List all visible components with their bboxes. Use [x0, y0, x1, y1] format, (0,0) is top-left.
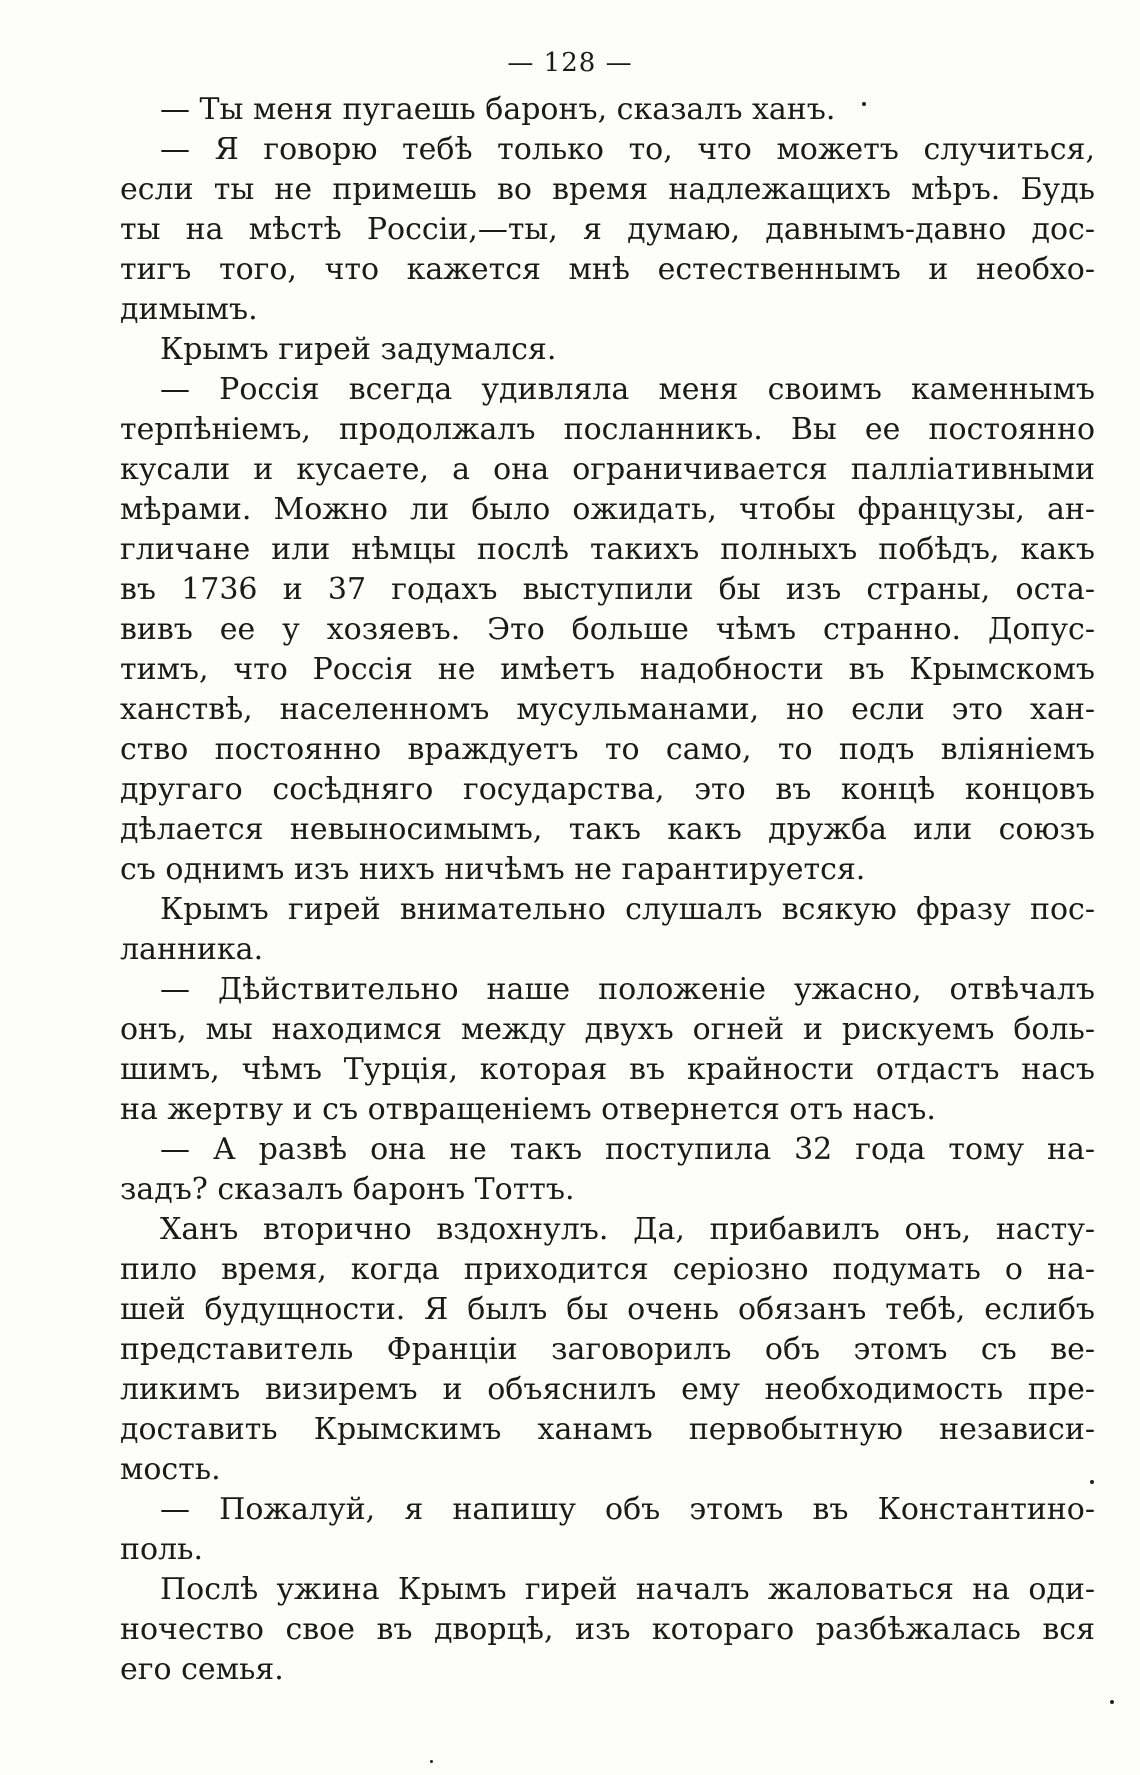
body-text	[120, 90, 1095, 1690]
paragraph	[120, 370, 1095, 890]
paragraph	[120, 1490, 1095, 1570]
text-line: Крымъ гирей задумался.	[160, 332, 557, 367]
text-line: ликимъ визиремъ и объяснилъ ему необходимость пре-	[120, 1372, 1095, 1407]
text-line: — А развѣ она не такъ поступила 32 года тому на-	[160, 1132, 1095, 1167]
paragraph	[120, 130, 1095, 330]
text-line: мѣрами. Можно ли было ожидать, чтобы французы, ан-	[120, 492, 1095, 527]
text-line: вивъ ее у хозяевъ. Это больше чѣмъ странно. Допус-	[120, 612, 1095, 647]
text-line: тигъ того, что кажется мнѣ естественнымъ и необхо-	[120, 252, 1095, 287]
paragraph	[120, 1130, 1095, 1210]
text-line: — Ты меня пугаешь баронъ, сказалъ ханъ.	[160, 92, 836, 127]
text-line: въ 1736 и 37 годахъ выступили бы изъ страны, оста-	[120, 572, 1095, 607]
text-line: терпѣніемъ, продолжалъ посланникъ. Вы ее постоянно	[120, 412, 1095, 447]
paragraph	[120, 1570, 1095, 1690]
paragraph	[120, 1210, 1095, 1490]
text-line: съ однимъ изъ нихъ ничѣмъ не гарантируется.	[120, 852, 866, 887]
text-line: Послѣ ужина Крымъ гирей началъ жаловаться на оди-	[160, 1572, 1095, 1607]
print-speck	[862, 102, 866, 106]
text-line: дѣлается невыносимымъ, такъ какъ дружба или союзъ	[120, 812, 1095, 847]
text-line: доставить Крымскимъ ханамъ первобытную независи-	[120, 1412, 1095, 1447]
print-speck	[1090, 1480, 1094, 1484]
text-line: ланника.	[120, 932, 264, 967]
text-line: — Пожалуй, я напишу объ этомъ въ Константино-	[160, 1492, 1095, 1527]
text-line: ханствѣ, населенномъ мусульманами, но если это хан-	[120, 692, 1095, 727]
page-number: — 128 —	[507, 48, 633, 78]
text-line: — Россія всегда удивляла меня своимъ каменнымъ	[160, 372, 1095, 407]
text-line: задъ? сказалъ баронъ Тоттъ.	[120, 1172, 575, 1207]
text-line: онъ, мы находимся между двухъ огней и рискуемъ боль-	[120, 1012, 1095, 1047]
text-line: шимъ, чѣмъ Турція, которая въ крайности отдастъ насъ	[120, 1052, 1095, 1087]
text-line: на жертву и съ отвращеніемъ отвернется отъ насъ.	[120, 1092, 936, 1127]
text-line: пило время, когда приходится серіозно подумать о на-	[120, 1252, 1095, 1287]
text-line: Крымъ гирей внимательно слушалъ всякую фразу пос-	[160, 892, 1095, 927]
text-line: кусали и кусаете, а она ограничивается палліативными	[120, 452, 1095, 487]
print-speck	[1110, 1700, 1114, 1704]
text-line: ство постоянно враждуетъ то само, то подъ вліяніемъ	[120, 732, 1095, 767]
text-line: представитель Франціи заговорилъ объ этомъ съ ве-	[120, 1332, 1095, 1367]
paragraph	[120, 890, 1095, 970]
text-line: — Я говорю тебѣ только то, что можетъ случиться,	[160, 132, 1095, 167]
text-line: Ханъ вторично вздохнулъ. Да, прибавилъ онъ, насту-	[160, 1212, 1095, 1247]
text-line: шей будущности. Я былъ бы очень обязанъ тебѣ, еслибъ	[120, 1292, 1095, 1327]
paragraph	[120, 90, 1095, 130]
text-line: если ты не примешь во время надлежащихъ мѣръ. Будь	[120, 172, 1095, 207]
text-line: димымъ.	[120, 292, 258, 327]
paragraph	[120, 330, 1095, 370]
text-line: — Дѣйствительно наше положеніе ужасно, отвѣчалъ	[160, 972, 1095, 1007]
text-line: поль.	[120, 1532, 203, 1567]
text-line: тимъ, что Россія не имѣетъ надобности въ Крымскомъ	[120, 652, 1095, 687]
text-line: ночество свое въ дворцѣ, изъ котораго разбѣжалась вся	[120, 1612, 1095, 1647]
text-line: его семья.	[120, 1652, 284, 1687]
text-line: гличане или нѣмцы послѣ такихъ полныхъ побѣдъ, какъ	[120, 532, 1095, 567]
text-line: другаго сосѣдняго государства, это въ концѣ концовъ	[120, 772, 1095, 807]
text-line: мость.	[120, 1452, 221, 1487]
print-speck	[430, 1760, 433, 1763]
text-line: ты на мѣстѣ Россіи,—ты, я думаю, давнымъ-давно дос-	[120, 212, 1095, 247]
paragraph	[120, 970, 1095, 1130]
